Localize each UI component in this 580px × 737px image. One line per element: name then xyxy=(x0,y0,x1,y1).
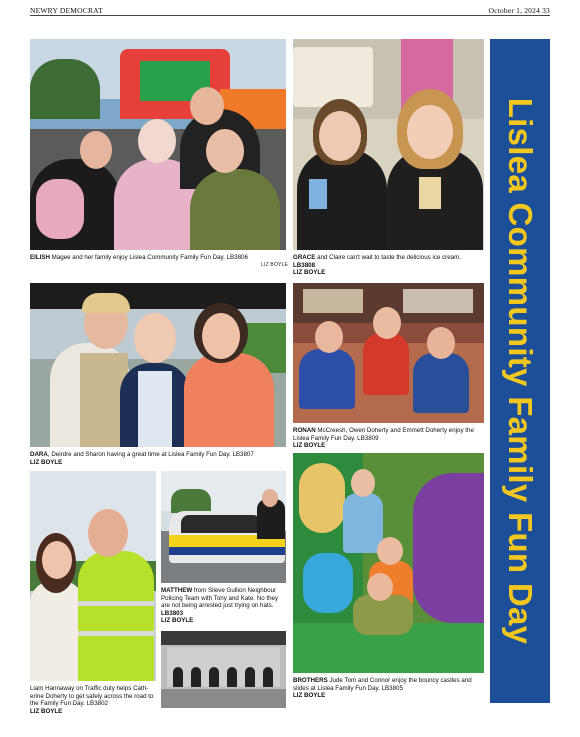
caption-matthew xyxy=(161,587,288,625)
caption-credit: LIZ BOYLE xyxy=(293,692,326,700)
caption-name: MATTHEW xyxy=(161,587,193,594)
caption-text: McCreesh, Owen Doherty and Emmett Doherty enjoy the Lislea Family Fun Day. LB3809 xyxy=(293,427,474,442)
caption-name: DARA xyxy=(30,451,48,458)
photo-eilish-family xyxy=(30,39,286,250)
caption-ref: LB3808 xyxy=(293,261,316,269)
photo-liam-catherine xyxy=(30,471,156,681)
caption-grace xyxy=(293,254,484,277)
photo-grace-claire xyxy=(293,39,484,250)
photo-ronan-owen-emmett xyxy=(293,283,484,423)
photo-brothers-bouncy xyxy=(293,453,484,673)
feature-banner xyxy=(490,39,550,703)
caption-brothers xyxy=(293,677,484,700)
caption-eilish xyxy=(30,254,260,262)
photo-matthew-police xyxy=(161,471,286,583)
paper-name: NEWRY DEMOCRAT xyxy=(30,6,103,15)
caption-liam xyxy=(30,685,158,715)
caption-ronan xyxy=(293,427,484,450)
caption-text: , Deirdre and Sharon having a great time at Lislea Family Fun Day. LB3807 xyxy=(47,451,254,458)
caption-credit: LIZ BOYLE xyxy=(293,269,326,277)
caption-text: and Claire can't wait to taste the delicious ice cream. xyxy=(315,254,461,261)
credit-eilish: LIZ BOYLE xyxy=(261,262,289,268)
caption-name: GRACE xyxy=(293,254,316,261)
photo-stage xyxy=(161,631,286,708)
photo-dara-deirdre-sharon xyxy=(30,283,286,447)
banner-title: Lislea Community Family Fun Day xyxy=(502,97,539,645)
caption-name: EILISH xyxy=(30,254,50,261)
header-rule xyxy=(30,15,550,16)
caption-name: RONAN xyxy=(293,427,316,434)
caption-credit: LIZ BOYLE xyxy=(293,442,326,450)
caption-text: from Slieve Gullion Neighbour Policing Team with Tony and Kate. No they are not being arrested just trying on hats. xyxy=(161,587,279,610)
caption-dara xyxy=(30,451,286,466)
caption-credit: LIZ BOYLE xyxy=(30,458,63,466)
caption-text: Magee and her family enjoy Lislea Community Family Fun Day. LB3806 xyxy=(49,254,248,261)
caption-ref: LB3803 xyxy=(161,609,184,617)
caption-credit: LIZ BOYLE xyxy=(161,617,194,625)
caption-text: Liam Hannaway on Traffic duty helps Cath-erine Doherty to get safely across the road to the Family Fun Day. LB3802 xyxy=(30,685,154,708)
date-page: October 1, 2024 33 xyxy=(488,6,550,15)
caption-text: Jude Tom and Connor enjoy the bouncy castles and slides at Lislea Family Fun Day. LB3805 xyxy=(293,677,472,692)
caption-name: BROTHERS xyxy=(293,677,328,684)
caption-credit: LIZ BOYLE xyxy=(30,707,63,715)
